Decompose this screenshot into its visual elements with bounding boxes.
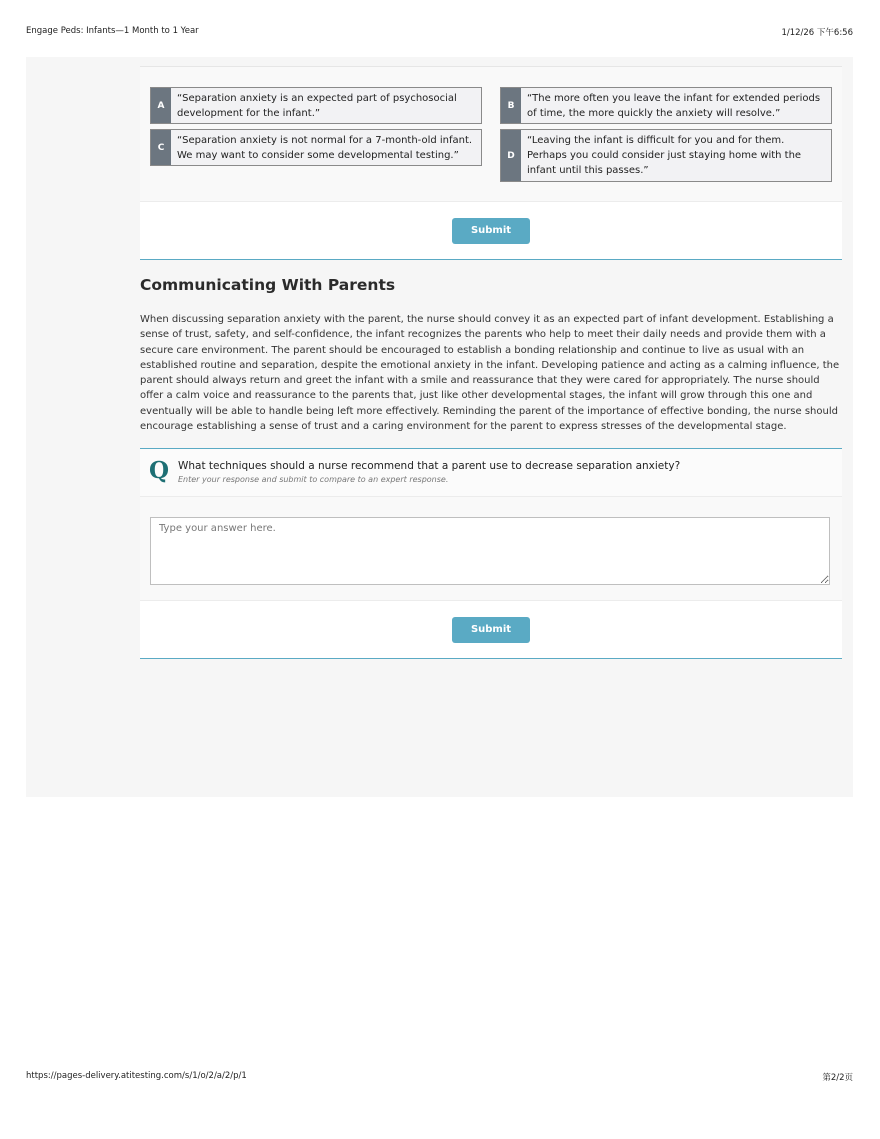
question-header — [140, 449, 842, 497]
option-a[interactable] — [150, 87, 482, 124]
question-hint: Enter your response and submit to compare to an expert response. — [178, 475, 449, 485]
answer-input[interactable] — [150, 517, 830, 585]
print-header — [26, 26, 853, 38]
print-page-number: 第2/2页 — [822, 1073, 853, 1083]
option-d[interactable] — [500, 129, 832, 182]
option-letter: C — [151, 130, 171, 165]
content-column — [140, 57, 842, 659]
quiz-submit-bar — [140, 201, 842, 260]
page-area — [26, 57, 853, 797]
option-text: “Separation anxiety is not normal for a 7-month-old infant. We may want to consider some developmental testing.” — [177, 135, 473, 161]
answer-submit-button[interactable]: Submit — [452, 617, 530, 643]
question-card — [140, 448, 842, 659]
option-text: “Leaving the infant is difficult for you and for them. Perhaps you could consider just staying home with the infant until this passes.” — [527, 135, 802, 176]
print-url: https://pages-delivery.atitesting.com/s/1/o/2/a/2/p/1 — [26, 1071, 247, 1081]
question-icon: Q — [149, 457, 170, 485]
option-letter: A — [151, 88, 171, 123]
answer-area — [140, 497, 842, 600]
section-title: Communicating With Parents — [140, 276, 396, 294]
option-c[interactable] — [150, 129, 482, 166]
option-text: “Separation anxiety is an expected part of psychosocial development for the infant.” — [177, 93, 457, 119]
print-datetime: 1/12/26 下午6:56 — [781, 28, 853, 38]
question-text: What techniques should a nurse recommend that a parent use to decrease separation anxiety? — [178, 460, 681, 473]
quiz-submit-button[interactable]: Submit — [452, 218, 530, 244]
section-body: When discussing separation anxiety with the parent, the nurse should convey it as an expected part of infant development. Establishing a sense of trust, safety, and self-confidence, the infant recognizes the parents who help to meet their daily needs and provide them with a secure care environment. The parent should be encouraged to establish a bonding relationship and continue to live as usual with an established routine and separation, despite the emotional anxiety in the infant. Developing patience and acting as a calming influence, the parent should always return and greet the infant with a smile and reassurance that they were cared for appropriately. The nurse should offer a calm voice and reassurance to the parents that, just like other developmental stages, the infant will grow through this one and eventually will be able to handle being left more effectively. Reminding the parent of the importance of effective bonding, the nurse should encourage establishing a sense of trust and a caring environment for the parent to express stresses of the developmental stage. — [140, 314, 840, 433]
option-text: “The more often you leave the infant for extended periods of time, the more quickly the anxiety will resolve.” — [527, 93, 821, 119]
answer-submit-bar — [140, 600, 842, 659]
print-footer — [26, 1071, 853, 1083]
option-letter: D — [501, 130, 521, 181]
option-b[interactable] — [500, 87, 832, 124]
option-letter: B — [501, 88, 521, 123]
print-page-title: Engage Peds: Infants—1 Month to 1 Year — [26, 26, 199, 36]
quiz-options-card — [140, 66, 842, 201]
